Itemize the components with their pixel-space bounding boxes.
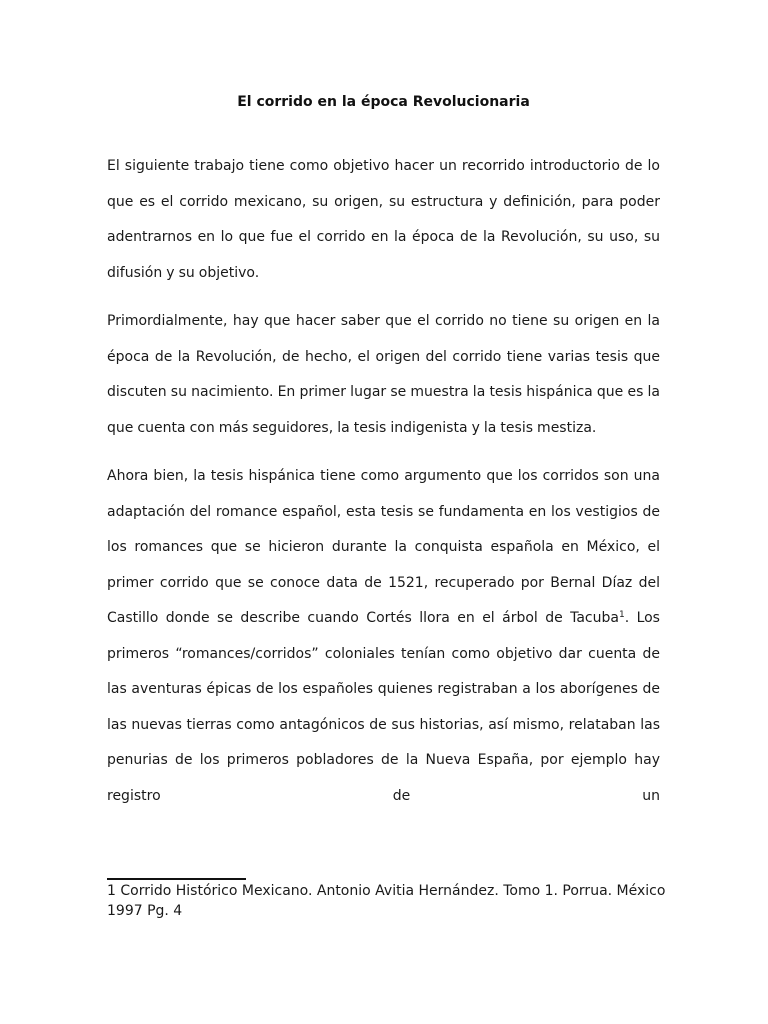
- paragraph-hispanic-thesis-text-b: . Los primeros “romances/corridos” coloniales tenían como objetivo dar cuenta de las aventuras épicas de los españoles quienes registraban a los aborígenes de las nuevas tierras como antagónicos de sus historias, así mismo, relataban las penurias de los primeros pobladores de la Nueva España, por ejemplo hay registro de un: [107, 610, 660, 804]
- paragraph-hispanic-thesis: [107, 459, 660, 814]
- footnote-reference: 1: [618, 610, 625, 620]
- paragraph-intro: El siguiente trabajo tiene como objetivo hacer un recorrido introductorio de lo que es el corrido mexicano, su origen, su estructura y definición, para poder adentrarnos en lo que fue el corrido en la época de la Revolución, su uso, su difusión y su objetivo.: [107, 158, 660, 281]
- paragraph-origin: Primordialmente, hay que hacer saber que el corrido no tiene su origen en la época de la Revolución, de hecho, el origen del corrido tiene varias tesis que discuten su nacimiento. En primer lugar se muestra la tesis hispánica que es la que cuenta con más seguidores, la tesis indigenista y la tesis mestiza.: [107, 313, 660, 436]
- footnote-separator: [107, 878, 246, 880]
- paragraph-hispanic-thesis-text-a: Ahora bien, la tesis hispánica tiene como argumento que los corridos son una adaptación del romance español, esta tesis se fundamenta en los vestigios de los romances que se hicieron durante la conquista española en México, el primer corrido que se conoce data de 1521, recuperado por Bernal Díaz del Castillo donde se describe cuando Cortés llora en el árbol de Tacuba: [107, 468, 660, 626]
- footnote-text: 1 Corrido Histórico Mexicano. Antonio Avitia Hernández. Tomo 1. Porrua. México 1997 Pg. 4: [107, 883, 666, 919]
- document-title: El corrido en la época Revolucionaria: [237, 94, 530, 110]
- document-body: [107, 149, 660, 827]
